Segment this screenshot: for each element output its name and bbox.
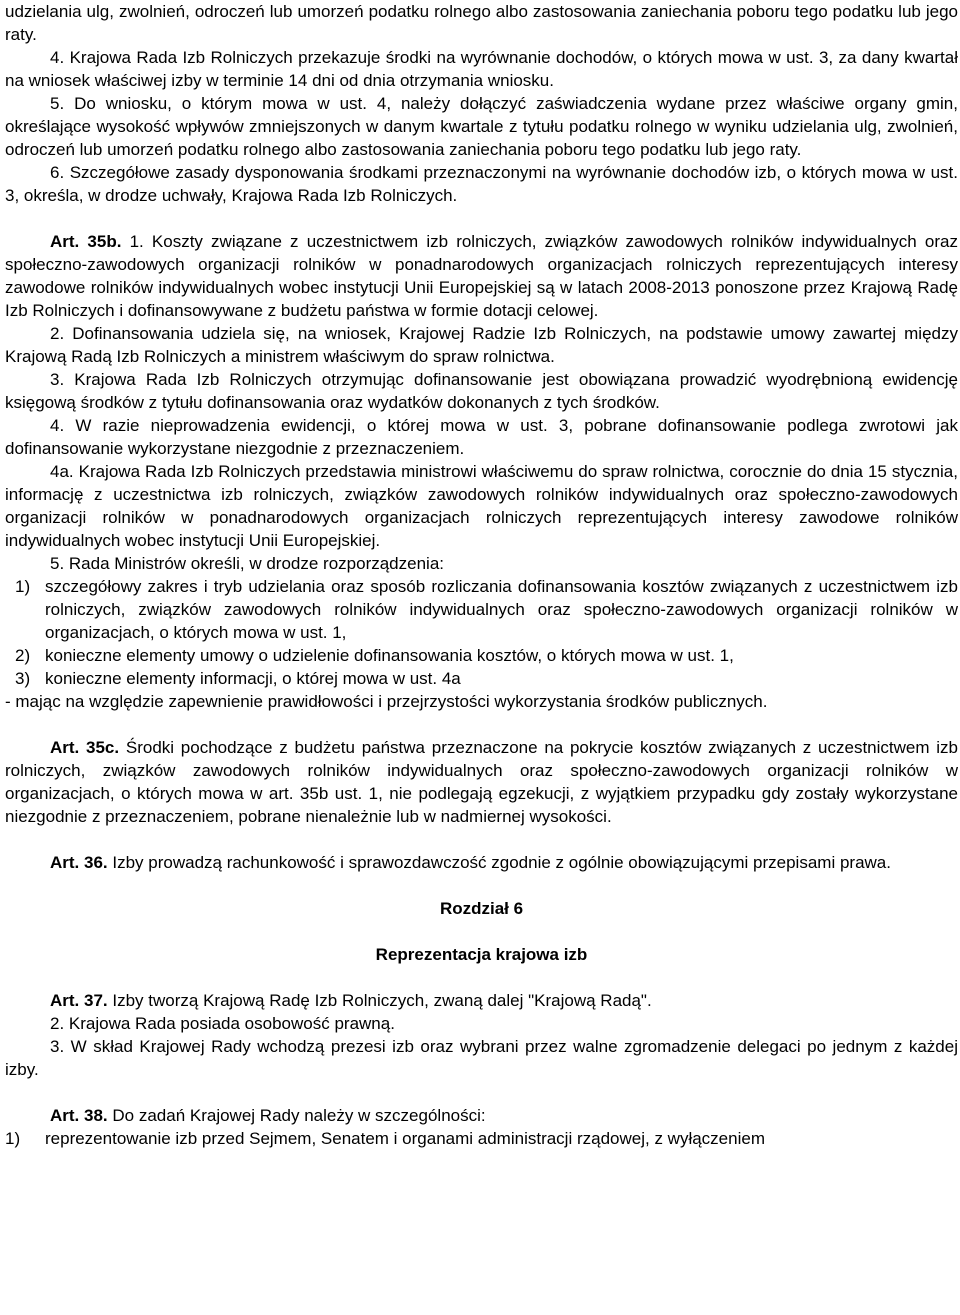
art-35b-closing: - mając na względzie zapewnienie prawidłowości i przejrzystości wykorzystania środków publicznych. xyxy=(5,692,768,711)
paragraph-6: 6. Szczegółowe zasady dysponowania środkami przeznaczonymi na wyrównanie dochodów izb, o których mowa w ust. 3, określa, w drodze uchwały, Krajowa Rada Izb Rolniczych. xyxy=(5,163,958,205)
chapter-title: Reprezentacja krajowa izb xyxy=(375,945,588,964)
document-page xyxy=(5,0,958,1150)
list-item-text: konieczne elementy umowy o udzielenie dofinansowania kosztów, o których mowa w ust. 1, xyxy=(45,646,734,665)
paragraph-4: 4. Krajowa Rada Izb Rolniczych przekazuje środki na wyrównanie dochodów, o których mowa w ust. 3, za dany kwartał na wniosek właściwej izby w terminie 14 dni od dnia otrzymania wniosku. xyxy=(5,48,958,90)
art-38-paragraph xyxy=(5,1104,958,1127)
spacer xyxy=(5,920,958,943)
list-item-text: szczegółowy zakres i tryb udzielania oraz sposób rozliczania dofinansowania kosztów związanych z uczestnictwem izb rolniczych, związków zawodowych rolników indywidualnych oraz społeczno-zawodowych organizacji rolników w organizacjach, o których mowa w ust. 1, xyxy=(45,577,958,642)
art-37-p1-text: Izby tworzą Krajową Radę Izb Rolniczych, zwaną dalej "Krajową Radą". xyxy=(112,991,652,1010)
art-35b-paragraph-4: 4. W razie nieprowadzenia ewidencji, o której mowa w ust. 3, pobrane dofinansowanie podlega zwrotowi jak dofinansowanie wykorzystane niezgodnie z przeznaczeniem. xyxy=(5,416,958,458)
spacer xyxy=(5,207,958,230)
art-35b-paragraph-1 xyxy=(5,230,958,322)
list-item-number: 1) xyxy=(5,1129,21,1148)
art-36-heading: Art. 36. xyxy=(50,853,108,872)
art-38-intro: Do zadań Krajowej Rady należy w szczególności: xyxy=(112,1106,486,1125)
spacer xyxy=(5,828,958,851)
list-item xyxy=(5,575,958,644)
art-35b-paragraph-5: 5. Rada Ministrów określi, w drodze rozporządzenia: xyxy=(50,554,445,573)
art-37-heading: Art. 37. xyxy=(50,991,108,1010)
art-36-paragraph xyxy=(5,851,958,874)
list-item xyxy=(5,644,958,667)
chapter-number: Rozdział 6 xyxy=(439,899,524,918)
art-36-text: Izby prowadzą rachunkowość i sprawozdawczość zgodnie z ogólnie obowiązującymi przepisami prawa. xyxy=(112,853,891,872)
art-38-heading: Art. 38. xyxy=(50,1106,108,1125)
art-35c-text: Środki pochodzące z budżetu państwa przeznaczone na pokrycie kosztów związanych z uczestnictwem izb rolniczych, związków zawodowych rolników indywidualnych oraz społeczno-zawodowych organizacji rolników w organizacjach, o których mowa w art. 35b ust. 1, nie podlegają egzekucji, z wyjątkiem przypadku gdy zostały wykorzystane niezgodnie z przeznaczeniem, pobrane nienależnie lub w nadmiernej wysokości. xyxy=(5,738,958,826)
art-37-paragraph-1 xyxy=(5,989,958,1012)
paragraph-continuation: udzielania ulg, zwolnień, odroczeń lub umorzeń podatku rolnego albo zastosowania zaniechania poboru tego podatku lub jego raty. xyxy=(5,2,958,44)
list-item-number: 3) xyxy=(15,669,31,688)
art-35b-p1-text: 1. Koszty związane z uczestnictwem izb rolniczych, związków zawodowych rolników indywidualnych oraz społeczno-zawodowych organizacji rolników w ponadnarodowych organizacjach rolniczych reprezentujących interesy zawodowe rolników indywidualnych wobec instytucji Unii Europejskiej są w latach 2008-2013 ponoszone przez Krajową Radę Izb Rolniczych i dofinansowywane z budżetu państwa w formie dotacji celowej. xyxy=(5,232,958,320)
art-35c-paragraph xyxy=(5,736,958,828)
spacer xyxy=(5,1081,958,1104)
list-item xyxy=(5,1127,958,1150)
art-37-paragraph-3: 3. W skład Krajowej Rady wchodzą prezesi izb oraz wybrani przez walne zgromadzenie delegaci po jednym z każdej izby. xyxy=(5,1037,958,1079)
paragraph-5: 5. Do wniosku, o którym mowa w ust. 4, należy dołączyć zaświadczenia wydane przez właściwe organy gmin, określające wysokość wpływów zmniejszonych w danym kwartale z tytułu podatku rolnego w wyniku udzielania ulg, zwolnień, odroczeń lub umorzeń podatku rolnego albo zastosowania zaniechania poboru tego podatku lub jego raty. xyxy=(5,94,958,159)
art-35b-heading: Art. 35b. xyxy=(50,232,122,251)
spacer xyxy=(5,713,958,736)
art-35b-paragraph-3: 3. Krajowa Rada Izb Rolniczych otrzymując dofinansowanie jest obowiązana prowadzić wyodrębnioną ewidencję księgową środków z tytułu dofinansowania oraz wydatków dokonanych z tych środków. xyxy=(5,370,958,412)
art-35b-paragraph-2: 2. Dofinansowania udziela się, na wniosek, Krajowej Radzie Izb Rolniczych, na podstawie umowy zawartej między Krajową Radą Izb Rolniczych a ministrem właściwym do spraw rolnictwa. xyxy=(5,324,958,366)
art-37-paragraph-2: 2. Krajowa Rada posiada osobowość prawną. xyxy=(50,1014,395,1033)
list-item-text: reprezentowanie izb przed Sejmem, Senatem i organami administracji rządowej, z wyłączeniem xyxy=(45,1129,765,1148)
list-item-number: 2) xyxy=(15,646,31,665)
art-35c-heading: Art. 35c. xyxy=(50,738,120,757)
spacer xyxy=(5,966,958,989)
spacer xyxy=(5,874,958,897)
art-35b-paragraph-4a: 4a. Krajowa Rada Izb Rolniczych przedstawia ministrowi właściwemu do spraw rolnictwa, corocznie do dnia 15 stycznia, informację z uczestnictwa izb rolniczych, związków zawodowych rolników indywidualnych oraz społeczno-zawodowych organizacji rolników w ponadnarodowych organizacjach rolniczych reprezentujących interesy zawodowe rolników indywidualnych wobec instytucji Unii Europejskiej. xyxy=(5,462,958,550)
list-item xyxy=(5,667,958,690)
list-item-number: 1) xyxy=(15,577,31,596)
list-item-text: konieczne elementy informacji, o której mowa w ust. 4a xyxy=(45,669,461,688)
